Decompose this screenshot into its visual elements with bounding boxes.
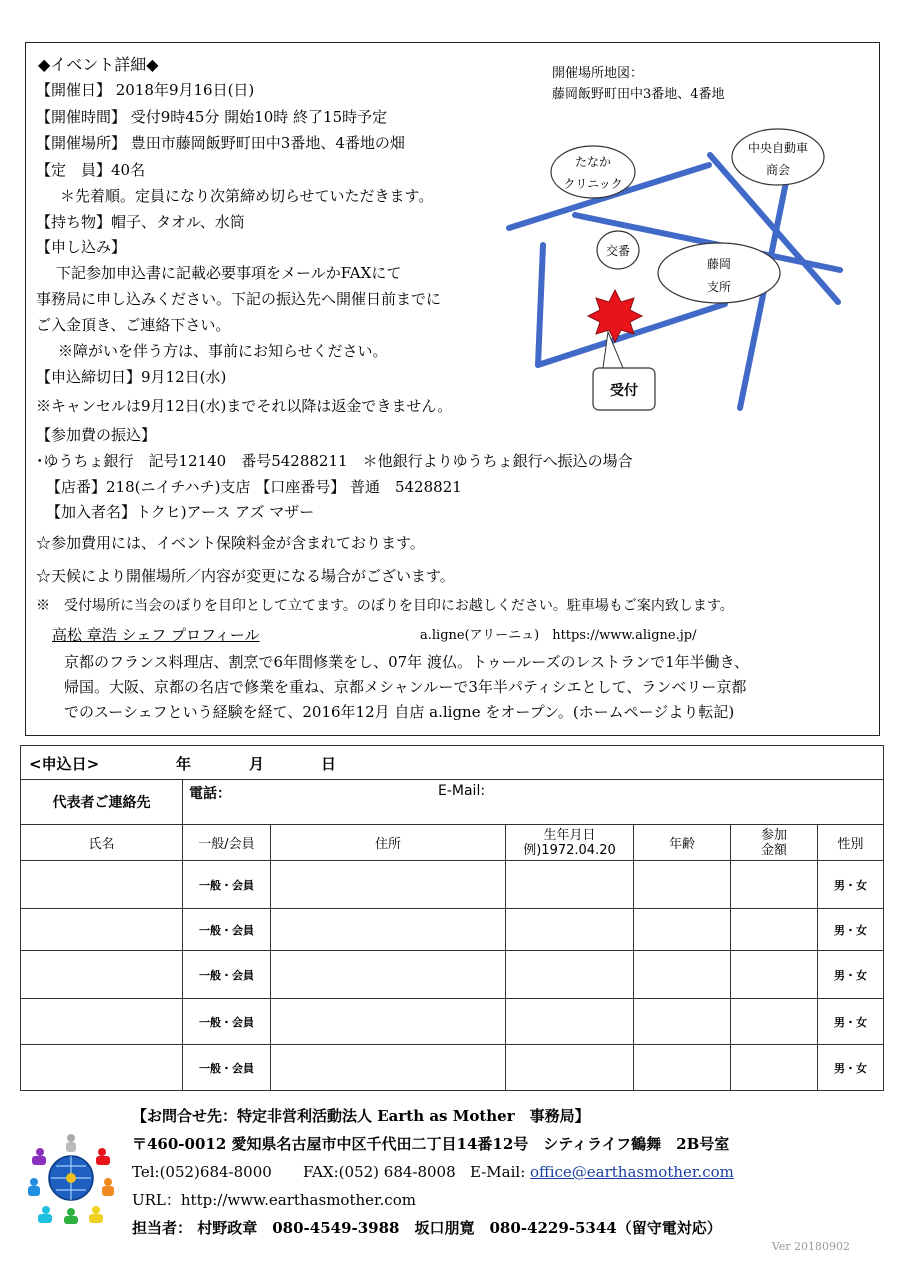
month-label: 月 [249,755,265,773]
event-date: 【開催日】 2018年9月16日(日) [36,81,255,99]
name-cell[interactable] [21,909,183,951]
event-capacity: 【定 員】40名 [36,161,146,179]
name-cell[interactable] [21,1045,183,1091]
header-fee-label: 金額 [760,842,787,858]
flag-note: ※ 受付場所に当会のぼりを目印として立てます。のぼりを目印にお越しください。駐車場もご案内致します。 [36,598,734,614]
map-title: 開催場所地図： [552,66,644,81]
header-fee [731,825,818,861]
version-label: Ver 20180902 [771,1240,850,1253]
address-cell[interactable] [271,861,506,909]
header-type: 一般/会員 [183,825,271,861]
accessibility-note: ※障がいを伴う方は、事前にお知らせください。 [58,342,388,360]
name-cell[interactable] [21,999,183,1045]
type-cell[interactable]: 一般・会員 [183,999,271,1045]
address-cell[interactable] [271,999,506,1045]
restaurant-info: a.ligne(アリーニュ) https://www.aligne.jp/ [420,628,697,643]
auto-shop-label: 中央自動車 [747,141,809,155]
weather-note: ☆天候により開催場所／内容が変更になる場合がございます。 [36,567,455,585]
gender-cell[interactable]: 男・女 [818,951,884,999]
birthdate-cell[interactable] [506,1045,634,1091]
application-date-row [21,746,884,780]
apply-heading: 【申し込み】 [36,238,127,256]
phone-label: 電話： [189,786,231,802]
office-url[interactable]: URL：http://www.earthasmother.com [132,1191,416,1209]
chef-profile-text: でのスーシェフという経験を経て、2016年12月 自店 a.ligne をオープン。(ホームページより転記) [64,703,735,721]
cancel-policy: ※キャンセルは9月12日(水)までそれ以降は返金できません。 [36,397,453,415]
application-form [20,745,884,1091]
gender-cell[interactable]: 男・女 [818,999,884,1045]
earth-as-mother-logo [26,1130,116,1225]
age-cell[interactable] [634,909,731,951]
branch-office-marker [658,243,780,303]
table-row [21,1045,884,1091]
apply-text: 下記参加申込書に記載必要事項をメールかFAXにて [56,264,402,282]
fee-heading: 【参加費の振込】 [36,426,157,444]
branch-info: 【店番】218(ニイチハチ)支店 【口座番号】 普通 5428821 [46,478,462,496]
account-holder: 【加入者名】トクヒ)アース アズ マザー [46,503,315,521]
chef-profile-title: 高松 章浩 シェフ プロフィール [52,626,260,644]
age-cell[interactable] [634,861,731,909]
insurance-note: ☆参加費用には、イベント保険料金が含まれております。 [36,534,425,552]
name-cell[interactable] [21,861,183,909]
branch-office-label: 支所 [706,280,732,294]
chef-profile-text: 帰国。大阪、京都の名店で修業を重ね、京都メシャンルーで3年半パティシエとして、ランベリー京都 [64,678,747,696]
representative-label: 代表者ご連絡先 [21,780,183,825]
header-fee-label: 参加 [760,827,787,843]
office-tel: Tel:(052)684-8000 [132,1163,272,1181]
table-row [21,861,884,909]
contact-title: 【お問合せ先：特定非営利活動法人 Earth as Mother 事務局】 [132,1107,590,1125]
address-cell[interactable] [271,951,506,999]
table-row [21,909,884,951]
type-cell[interactable]: 一般・会員 [183,1045,271,1091]
office-email-link[interactable]: office@earthasmother.com [530,1163,734,1181]
map-road [538,245,543,365]
office-email-label: E-Mail: [470,1163,526,1181]
fee-cell[interactable] [731,909,818,951]
event-time: 【開催時間】 受付9時45分 開始10時 終了15時予定 [36,108,388,126]
clinic-label: たなか [574,155,612,169]
apply-text: 事務局に申し込みください。下記の振込先へ開催日前までに [36,290,442,308]
venue-star-marker [588,290,642,342]
application-date-label: <申込日> [29,755,100,773]
table-row [21,951,884,999]
address-cell[interactable] [271,909,506,951]
clinic-label: クリニック [563,177,623,191]
header-address: 住所 [271,825,506,861]
gender-cell[interactable]: 男・女 [818,909,884,951]
address-cell[interactable] [271,1045,506,1091]
reception-label: 受付 [610,383,638,399]
auto-shop-label: 商会 [765,163,791,177]
header-birthdate [506,825,634,861]
age-cell[interactable] [634,951,731,999]
venue-map [495,110,865,415]
representative-contact-field[interactable] [183,780,884,825]
fee-cell[interactable] [731,1045,818,1091]
event-venue: 【開催場所】 豊田市藤岡飯野町田中3番地、4番地の畑 [36,134,405,152]
office-address: 〒460-0012 愛知県名古屋市中区千代田二丁目14番12号 シティライフ鶴舞 2B号室 [132,1135,730,1153]
age-cell[interactable] [634,1045,731,1091]
birthdate-cell[interactable] [506,999,634,1045]
event-heading: ◆イベント詳細◆ [38,55,159,74]
bank-info: ･ゆうちょ銀行 記号12140 番号54288211 ＊他銀行よりゆうちょ銀行へ振込の場合 [36,452,633,470]
age-cell[interactable] [634,999,731,1045]
type-cell[interactable]: 一般・会員 [183,951,271,999]
police-box-label: 交番 [605,244,631,258]
birthdate-cell[interactable] [506,909,634,951]
items-to-bring: 【持ち物】帽子、タオル、水筒 [36,213,245,231]
birthdate-cell[interactable] [506,951,634,999]
header-age: 年齢 [634,825,731,861]
day-label: 日 [321,755,337,773]
fee-cell[interactable] [731,861,818,909]
apply-text: ご入金頂き、ご連絡下さい。 [36,316,231,334]
deadline: 【申込締切日】9月12日(水) [36,368,227,386]
table-row [21,999,884,1045]
gender-cell[interactable]: 男・女 [818,1045,884,1091]
type-cell[interactable]: 一般・会員 [183,909,271,951]
chef-profile-text: 京都のフランス料理店、割烹で6年間修業をし、07年 渡仏。トゥールーズのレストランで1年半働き、 [64,653,750,671]
header-birthdate-example: 例)1972.04.20 [523,842,616,858]
email-label: E-Mail: [438,783,486,799]
map-address: 藤岡飯野町田中3番地、4番地 [552,87,725,102]
gender-cell[interactable]: 男・女 [818,861,884,909]
header-birthdate-label: 生年月日 [543,827,596,843]
capacity-note: ＊先着順。定員になり次第締め切らせていただきます。 [60,187,434,205]
branch-office-label: 藤岡 [706,257,732,271]
type-cell[interactable]: 一般・会員 [183,861,271,909]
year-label: 年 [176,755,192,773]
fee-cell[interactable] [731,951,818,999]
header-gender: 性別 [818,825,884,861]
office-fax: FAX:(052) 684-8008 [303,1163,456,1181]
name-cell[interactable] [21,951,183,999]
staff-contacts: 担当者： 村野政章 080-4549-3988 坂口朋寛 080-4229-5344（留守電対応） [132,1219,722,1237]
fee-cell[interactable] [731,999,818,1045]
header-name: 氏名 [21,825,183,861]
birthdate-cell[interactable] [506,861,634,909]
